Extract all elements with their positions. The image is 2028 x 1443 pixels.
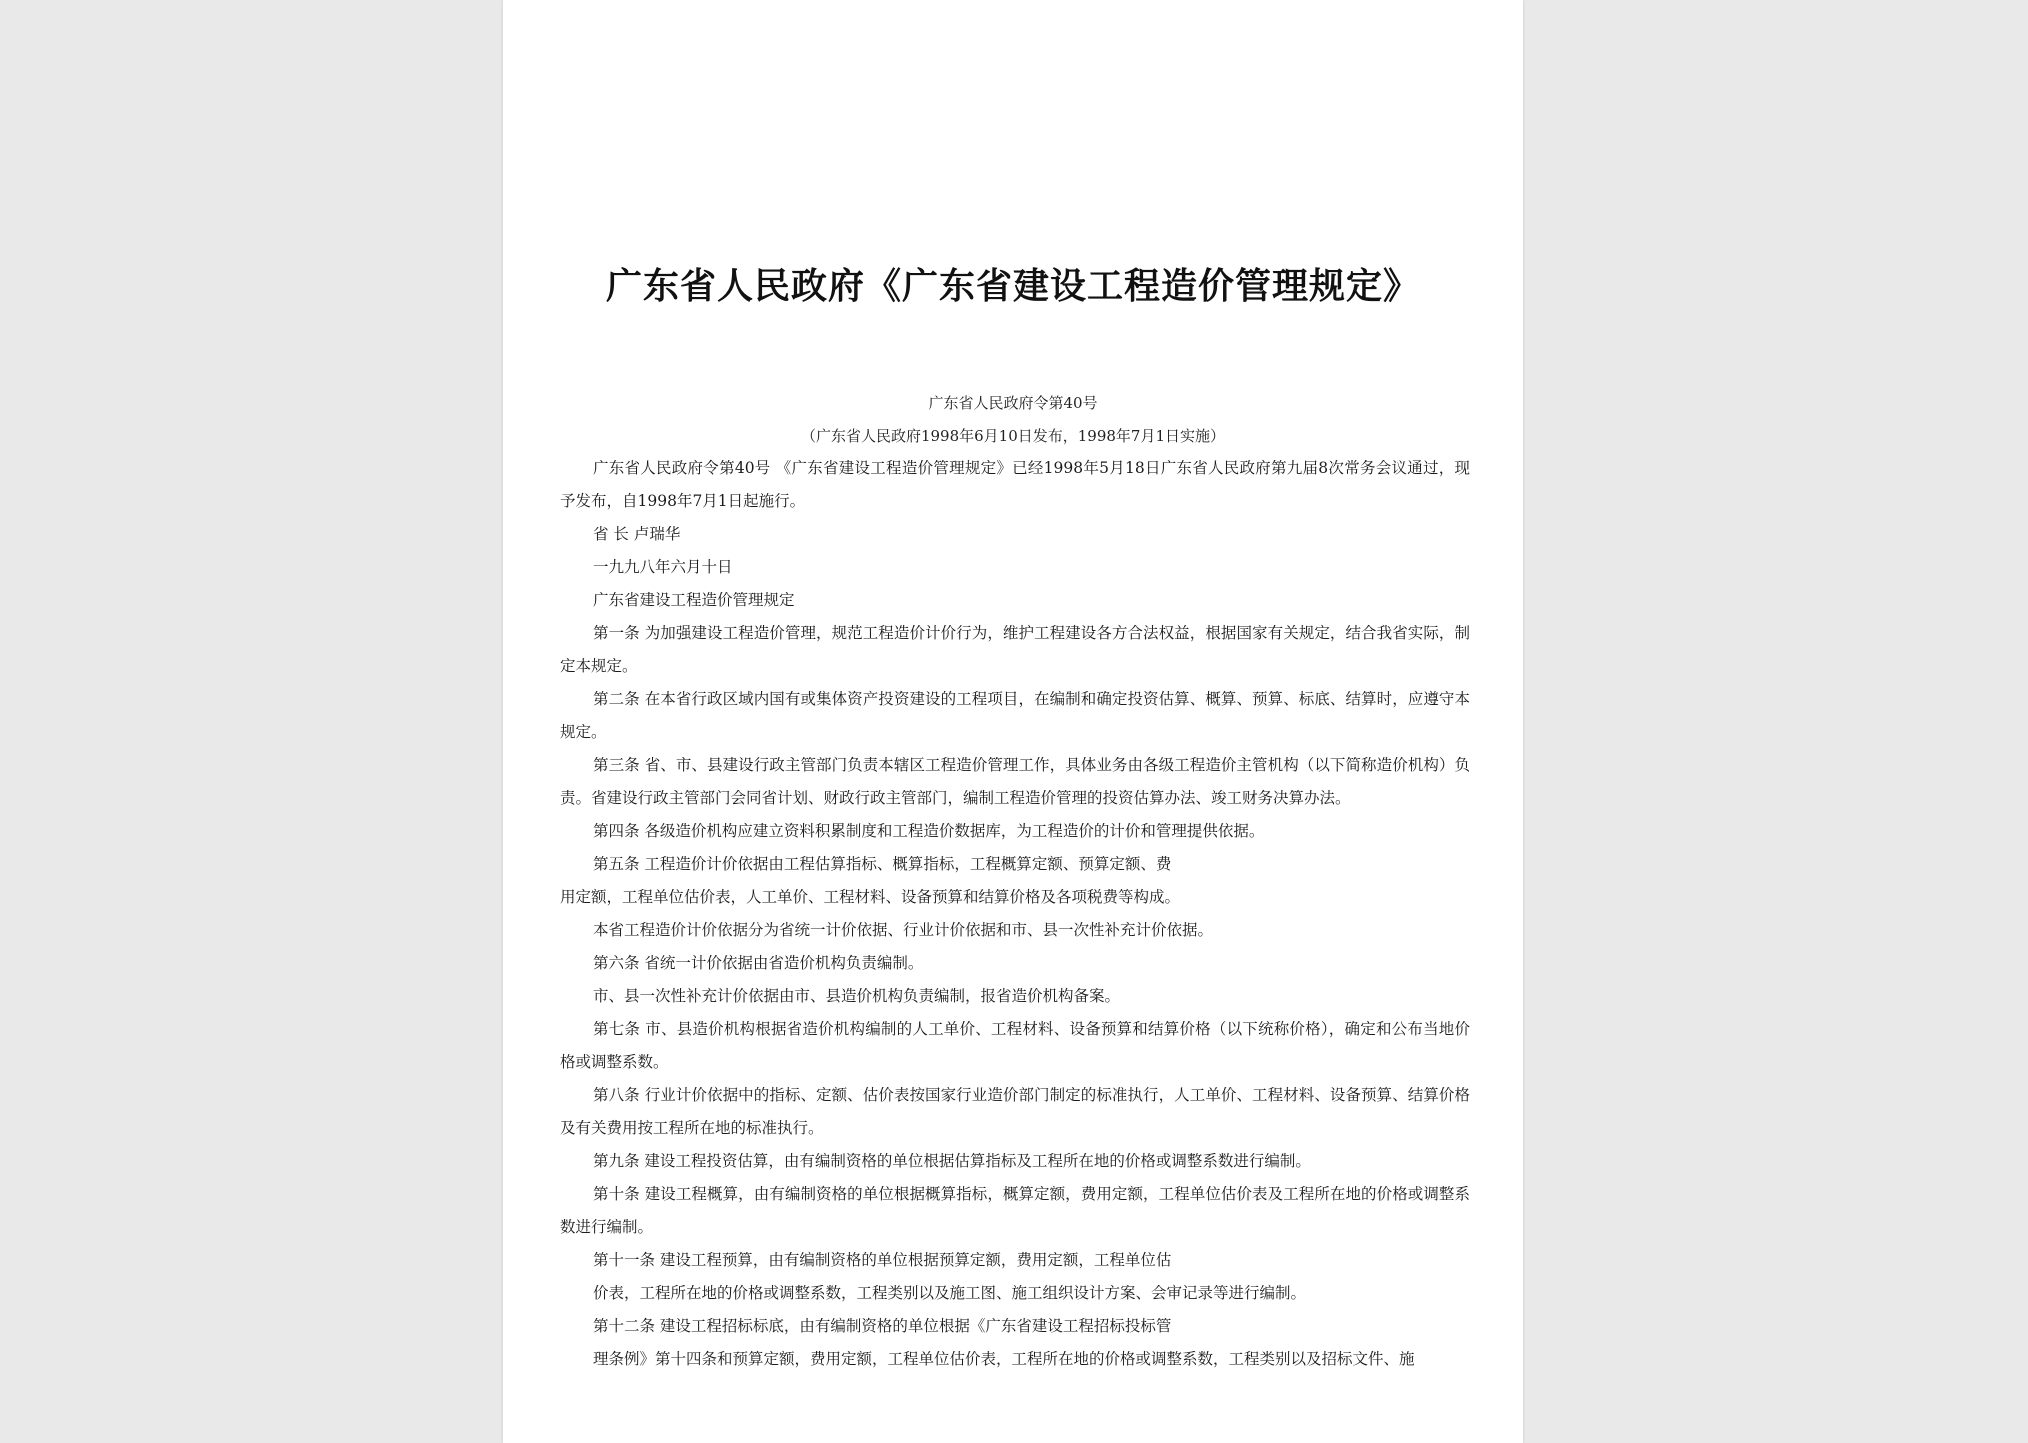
- article-2: 第二条 在本省行政区域内国有或集体资产投资建设的工程项目，在编制和确定投资估算、概算、预算、标底、结算时，应遵守本规定。: [560, 690, 1470, 741]
- document-page: [503, 0, 1523, 1443]
- document-title: 广东省人民政府《广东省建设工程造价管理规定》: [605, 265, 1420, 307]
- issue-info: （广东省人民政府1998年6月10日发布，1998年7月1日实施）: [800, 427, 1226, 445]
- article-7: 第七条 市、县造价机构根据省造价机构编制的人工单价、工程材料、设备预算和结算价格（以下统称价格），确定和公布当地价格或调整系数。: [560, 1020, 1470, 1071]
- article-5: 第五条 工程造价计价依据由工程估算指标、概算指标，工程概算定额、预算定额、费: [593, 855, 1172, 873]
- article-11: 第十一条 建设工程预算，由有编制资格的单位根据预算定额，费用定额，工程单位估: [593, 1251, 1172, 1269]
- article-9: 第九条 建设工程投资估算，由有编制资格的单位根据估算指标及工程所在地的价格或调整系数进行编制。: [593, 1152, 1311, 1170]
- article-4: 第四条 各级造价机构应建立资料积累制度和工程造价数据库，为工程造价的计价和管理提供依据。: [593, 822, 1265, 840]
- paragraph: 市、县一次性补充计价依据由市、县造价机构负责编制，报省造价机构备案。: [593, 987, 1121, 1005]
- article-8: 第八条 行业计价依据中的指标、定额、估价表按国家行业造价部门制定的标准执行，人工单价、工程材料、设备预算、结算价格及有关费用按工程所在地的标准执行。: [560, 1086, 1470, 1137]
- article-12: 第十二条 建设工程招标标底，由有编制资格的单位根据《广东省建设工程招标投标管: [593, 1317, 1172, 1335]
- section-heading: 广东省建设工程造价管理规定: [593, 591, 795, 609]
- article-6: 第六条 省统一计价依据由省造价机构负责编制。: [593, 954, 924, 972]
- paragraph: 本省工程造价计价依据分为省统一计价依据、行业计价依据和市、县一次性补充计价依据。: [593, 921, 1214, 939]
- article-3: 第三条 省、市、县建设行政主管部门负责本辖区工程造价管理工作，具体业务由各级工程造价主管机构（以下简称造价机构）负责。省建设行政主管部门会同省计划、财政行政主管部门，编制工程造价管理的投资估算办法、竣工财务决算办法。: [560, 756, 1470, 807]
- document-body: [560, 452, 1470, 1376]
- article-5-cont: 用定额，工程单位估价表，人工单价、工程材料、设备预算和结算价格及各项税费等构成。: [560, 888, 1181, 906]
- date-line: 一九九八年六月十日: [593, 558, 733, 576]
- article-1: 第一条 为加强建设工程造价管理，规范工程造价计价行为，维护工程建设各方合法权益，根据国家有关规定，结合我省实际，制定本规定。: [560, 624, 1470, 675]
- article-11-cont: 价表，工程所在地的价格或调整系数，工程类别以及施工图、施工组织设计方案、会审记录等进行编制。: [593, 1284, 1307, 1302]
- signature-line: 省 长 卢瑞华: [593, 525, 681, 543]
- article-12-cont: 理条例》第十四条和预算定额，费用定额，工程单位估价表，工程所在地的价格或调整系数，工程类别以及招标文件、施: [593, 1350, 1415, 1368]
- paragraph: 广东省人民政府令第40号 《广东省建设工程造价管理规定》已经1998年5月18日广东省人民政府第九届8次常务会议通过，现予发布，自1998年7月1日起施行。: [560, 459, 1470, 510]
- order-number: 广东省人民政府令第40号: [928, 394, 1098, 412]
- article-10: 第十条 建设工程概算，由有编制资格的单位根据概算指标，概算定额，费用定额，工程单位估价表及工程所在地的价格或调整系数进行编制。: [560, 1185, 1470, 1236]
